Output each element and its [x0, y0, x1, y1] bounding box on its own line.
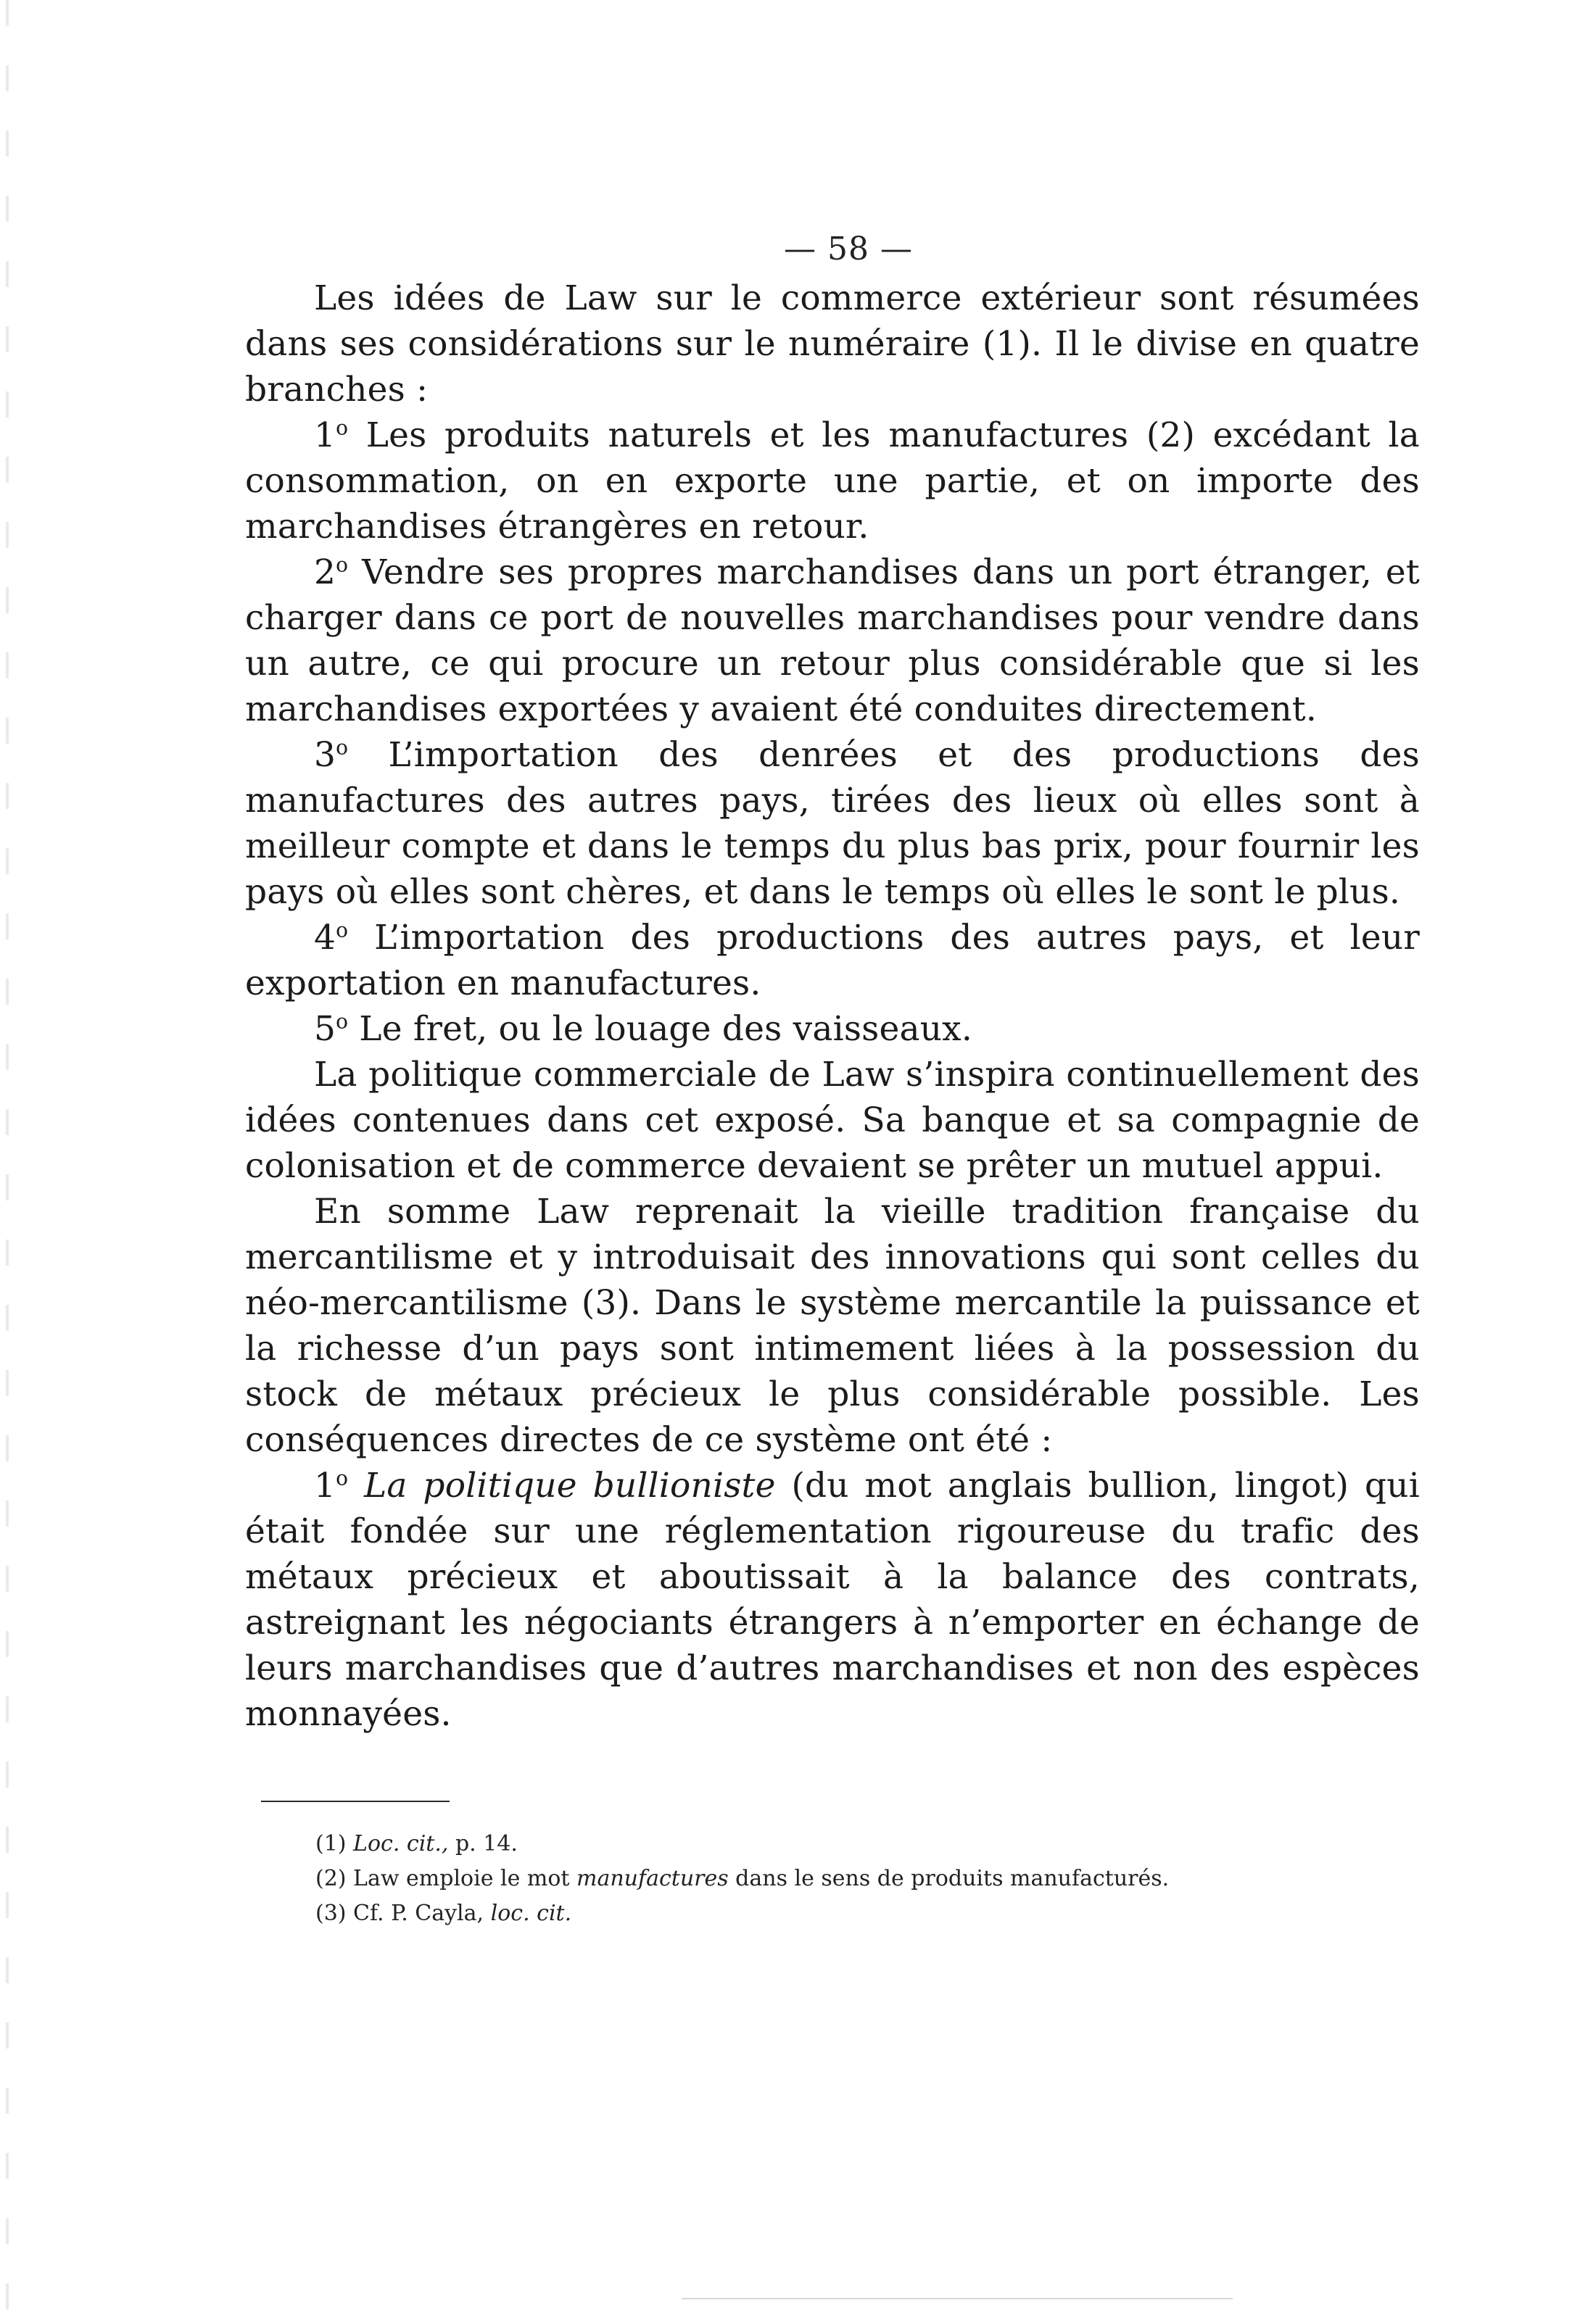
list-item-3-number: 3 [314, 735, 336, 775]
list-item-2-degree: o [336, 552, 349, 577]
list-item-2-text: Vendre ses propres marchandises dans un port étranger, et charger dans ce port de nouvelles marchandises pour vendre dans un autre, ce qui procure un retour plus considérable que si les marchandises exportées y avaient été conduites directement. [245, 552, 1420, 729]
paragraph-intro: Les idées de Law sur le commerce extérieur sont résumées dans ses considérations sur le numéraire (1). Il le divise en quatre branches : [245, 278, 1420, 410]
list-item-2-number: 2 [314, 552, 336, 592]
list-item-2 [245, 549, 1420, 732]
page-number: — 58 — [784, 231, 913, 267]
footnote-1 [315, 1827, 1258, 1862]
main-text-block [245, 275, 1420, 1737]
list-item-4-degree: o [336, 918, 349, 942]
paragraph-mercantilism: En somme Law reprenait la vieille tradition française du mercantilisme et y introduisait des innovations qui sont celles du néo-mercantilisme (3). Dans le système mercantile la puissance et la richesse d’un pays sont intimement liées à la possession du stock de métaux précieux le plus considérable possible. Les conséquences directes de ce système ont été : [245, 1192, 1420, 1460]
footnote-2-post: dans le sens de produits manufacturés. [728, 1866, 1170, 1891]
list-item-1-text: Les produits naturels et les manufactures (2) excédant la consommation, on en exporte une partie, et on importe des marchandises étrangères en retour. [245, 415, 1420, 547]
footnote-separator [261, 1801, 450, 1802]
footnote-3-italic: loc. cit. [490, 1901, 572, 1926]
scan-edge-marks [6, 0, 9, 2324]
scan-bottom-line [682, 2298, 1233, 2299]
list-item-5 [245, 1006, 1420, 1052]
paragraph-bullionism [245, 1463, 1420, 1737]
list-item-1-number: 1 [314, 415, 336, 455]
footnote-3-mark: (3) [315, 1901, 354, 1926]
footnote-1-mark: (1) [315, 1831, 354, 1856]
paragraph-policy: La politique commerciale de Law s’inspira continuellement des idées contenues dans cet exposé. Sa banque et sa compagnie de colonisation et de commerce devaient se prêter un mutuel appui. [245, 1055, 1420, 1186]
list-item-1-degree: o [336, 415, 349, 440]
footnotes [315, 1827, 1258, 1931]
list-item-3-degree: o [336, 735, 349, 760]
list-item-4-text: L’importation des productions des autres pays, et leur exportation en manufactures. [245, 918, 1420, 1003]
bullionism-term: La politique bullioniste [363, 1466, 776, 1506]
list-item-4 [245, 915, 1420, 1006]
footnote-2-italic: manufactures [576, 1866, 729, 1891]
list-item-5-number: 5 [314, 1009, 336, 1049]
bullionism-text: (du mot anglais bullion, lingot) qui était fondée sur une réglementation rigoureuse du trafic des métaux précieux et aboutissait à la balance des contrats, astreignant les négociants étrangers à n’emporter en échange de leurs marchandises que d’autres marchandises et non des espèces monnayées. [245, 1466, 1420, 1734]
list-item-3 [245, 732, 1420, 915]
bullionism-number: 1 [314, 1466, 336, 1506]
footnote-2-pre: Law emploie le mot [353, 1866, 576, 1891]
footnote-2-mark: (2) [315, 1866, 354, 1891]
footnote-1-italic: Loc. cit., [353, 1831, 449, 1856]
list-item-3-text: L’importation des denrées et des productions des manufactures des autres pays, tirées des lieux où elles sont à meilleur compte et dans le temps du plus bas prix, pour fournir les pays où elles sont chères, et dans le temps où elles le sont le plus. [245, 735, 1420, 912]
footnote-1-text: p. 14. [448, 1831, 518, 1856]
bullionism-degree: o [336, 1466, 349, 1490]
list-item-5-text: Le fret, ou le louage des vaisseaux. [348, 1009, 973, 1049]
footnote-2 [315, 1862, 1258, 1896]
list-item-5-degree: o [336, 1009, 349, 1034]
footnote-3-pre: Cf. P. Cayla, [353, 1901, 491, 1926]
footnote-3 [315, 1896, 1258, 1931]
list-item-4-number: 4 [314, 918, 336, 958]
list-item-1 [245, 412, 1420, 549]
